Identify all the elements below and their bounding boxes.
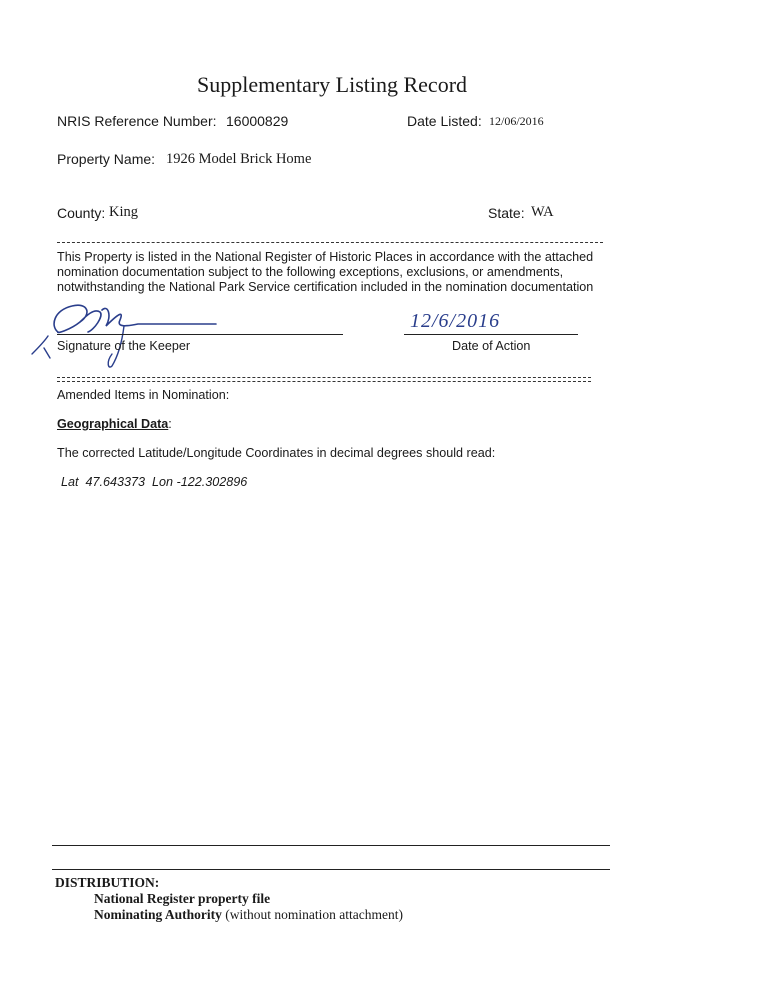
listing-statement: This Property is listed in the National Register of Historic Places in accordance with the attached nomination documentation subject to the following exceptions, exclusions, or amendments, notwithstanding the National Park Service certification included in the nomination documentation bbox=[57, 250, 594, 294]
section-title-row bbox=[57, 417, 172, 431]
signature-label: Signature of the Keeper bbox=[57, 339, 191, 353]
coordinates-intro: The corrected Latitude/Longitude Coordinates in decimal degrees should read: bbox=[57, 446, 496, 460]
distribution-line-1: National Register property file bbox=[94, 891, 271, 906]
county-label: County: bbox=[57, 205, 106, 221]
date-of-action-label: Date of Action bbox=[452, 339, 531, 353]
keeper-signature bbox=[28, 296, 228, 376]
distribution-line-2 bbox=[94, 907, 403, 923]
section-title-colon: : bbox=[168, 417, 172, 431]
bottom-rule-1 bbox=[52, 845, 610, 846]
date-line bbox=[404, 334, 578, 335]
section-title: Geographical Data bbox=[57, 417, 169, 431]
distribution-line-2-rest: (without nomination attachment) bbox=[221, 907, 403, 922]
section-divider bbox=[57, 242, 603, 243]
date-listed-label: Date Listed: bbox=[407, 113, 482, 129]
distribution-heading: DISTRIBUTION: bbox=[55, 875, 160, 890]
double-divider bbox=[57, 377, 591, 382]
nris-value: 16000829 bbox=[226, 113, 289, 129]
property-name-label: Property Name: bbox=[57, 151, 156, 167]
property-name-value: 1926 Model Brick Home bbox=[166, 151, 312, 167]
signature-line bbox=[57, 334, 343, 335]
date-listed-value: 12/06/2016 bbox=[489, 114, 544, 128]
coordinates-value: Lat 47.643373 Lon -122.302896 bbox=[61, 475, 248, 489]
state-value: WA bbox=[531, 204, 554, 220]
nris-label: NRIS Reference Number: bbox=[57, 113, 217, 129]
handwritten-date: 12/6/2016 bbox=[410, 310, 501, 332]
amended-heading: Amended Items in Nomination: bbox=[57, 388, 230, 402]
page-title: Supplementary Listing Record bbox=[196, 72, 468, 97]
bottom-rule-2 bbox=[52, 869, 610, 870]
distribution-line-2-bold: Nominating Authority bbox=[94, 907, 222, 922]
county-value: King bbox=[109, 204, 138, 220]
state-label: State: bbox=[488, 205, 525, 221]
